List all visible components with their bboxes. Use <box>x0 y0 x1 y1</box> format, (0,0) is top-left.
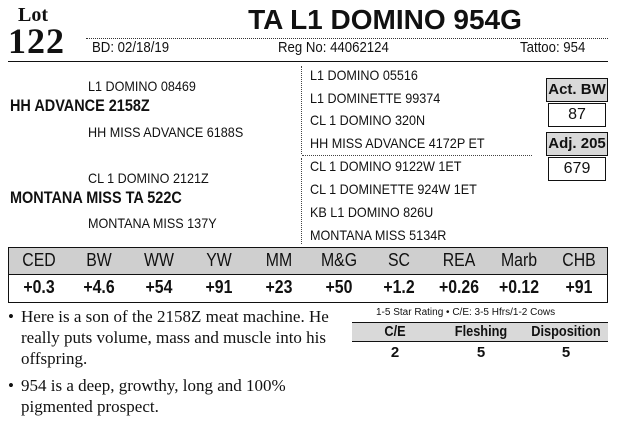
star-rating-caption: 1-5 Star Rating • C/E: 3-5 Hfrs/1-2 Cows <box>376 307 556 318</box>
bullet-icon: • <box>8 307 14 326</box>
actual-bw-value: 87 <box>548 103 606 127</box>
registration-number: Reg No: 44062124 <box>278 39 389 56</box>
epd-value-chb: +91 <box>565 277 593 297</box>
animal-name-title: TA L1 DOMINO 954G <box>248 4 522 35</box>
bullet-icon: • <box>8 376 14 395</box>
epd-value-ced: +0.3 <box>23 277 55 297</box>
note-1-text: Here is a son of the 2158Z meat machine. He really puts volume, mass and muscle into his offspring. <box>21 307 329 368</box>
pedigree-sss: L1 DOMINO 05516 <box>310 67 418 83</box>
pedigree-dss: CL 1 DOMINO 9122W 1ET <box>310 158 462 174</box>
note-2 <box>8 375 348 417</box>
pedigree-dsd: CL 1 DOMINETTE 924W 1ET <box>310 181 477 197</box>
epd-table <box>8 247 608 303</box>
pedigree-sire-dam: HH MISS ADVANCE 6188S <box>88 124 244 140</box>
epd-header-mm: MM <box>265 250 293 270</box>
epd-value-yw: +91 <box>205 277 233 297</box>
epd-header-chb: CHB <box>562 250 596 270</box>
adj-205-value: 679 <box>548 157 606 181</box>
lot-number: 122 <box>8 21 65 61</box>
epd-value-ww: +54 <box>145 277 173 297</box>
header-divider <box>8 61 608 62</box>
epd-value-bw: +4.6 <box>83 277 115 297</box>
epd-value-mg: +50 <box>325 277 353 297</box>
adj-205-label: Adj. 205 <box>546 132 608 156</box>
note-2-text: 954 is a deep, growthy, long and 100% pigmented prospect. <box>21 376 286 416</box>
lot-label: Lot <box>18 4 48 26</box>
star-header-disposition: Disposition <box>531 323 601 340</box>
tattoo: Tattoo: 954 <box>520 39 586 56</box>
star-value-disposition: 5 <box>561 344 571 361</box>
pedigree-dam-dam: MONTANA MISS 137Y <box>88 215 217 231</box>
epd-value-sc: +1.2 <box>383 277 415 297</box>
pedigree-divider <box>302 155 532 156</box>
epd-header-sc: SC <box>387 250 410 270</box>
epd-value-mm: +23 <box>265 277 293 297</box>
star-value-ce: 2 <box>390 344 400 361</box>
actual-bw-label: Act. BW <box>546 78 608 102</box>
epd-value-marb: +0.12 <box>498 277 540 297</box>
pedigree-sds: CL 1 DOMINO 320N <box>310 112 426 128</box>
pedigree-sdd: HH MISS ADVANCE 4172P ET <box>310 135 485 151</box>
pedigree-bracket-sire <box>301 66 302 154</box>
epd-header-marb: Marb <box>500 250 538 270</box>
star-value-fleshing: 5 <box>476 344 486 361</box>
epd-header-bw: BW <box>86 250 112 270</box>
pedigree-bracket-dam <box>301 158 302 244</box>
epd-header-yw: YW <box>206 250 232 270</box>
pedigree-dam: MONTANA MISS TA 522C <box>10 188 182 207</box>
star-header-fleshing: Fleshing <box>454 323 508 340</box>
note-1 <box>8 306 348 369</box>
pedigree-ddd: MONTANA MISS 5134R <box>310 227 447 243</box>
epd-header-ww: WW <box>144 250 174 270</box>
pedigree-dds: KB L1 DOMINO 826U <box>310 204 434 220</box>
epd-value-rea: +0.26 <box>438 277 480 297</box>
epd-header-mg: M&G <box>320 250 358 270</box>
epd-header-ced: CED <box>22 250 56 270</box>
pedigree-dam-sire: CL 1 DOMINO 2121Z <box>88 170 209 186</box>
epd-header-rea: REA <box>442 250 476 270</box>
pedigree-sire-sire: L1 DOMINO 08469 <box>88 78 196 94</box>
star-header-ce: C/E <box>384 323 406 340</box>
birth-date: BD: 02/18/19 <box>92 39 170 56</box>
pedigree-sire: HH ADVANCE 2158Z <box>10 96 150 115</box>
star-rating-table <box>352 322 608 366</box>
pedigree-ssd: L1 DOMINETTE 99374 <box>310 90 441 106</box>
